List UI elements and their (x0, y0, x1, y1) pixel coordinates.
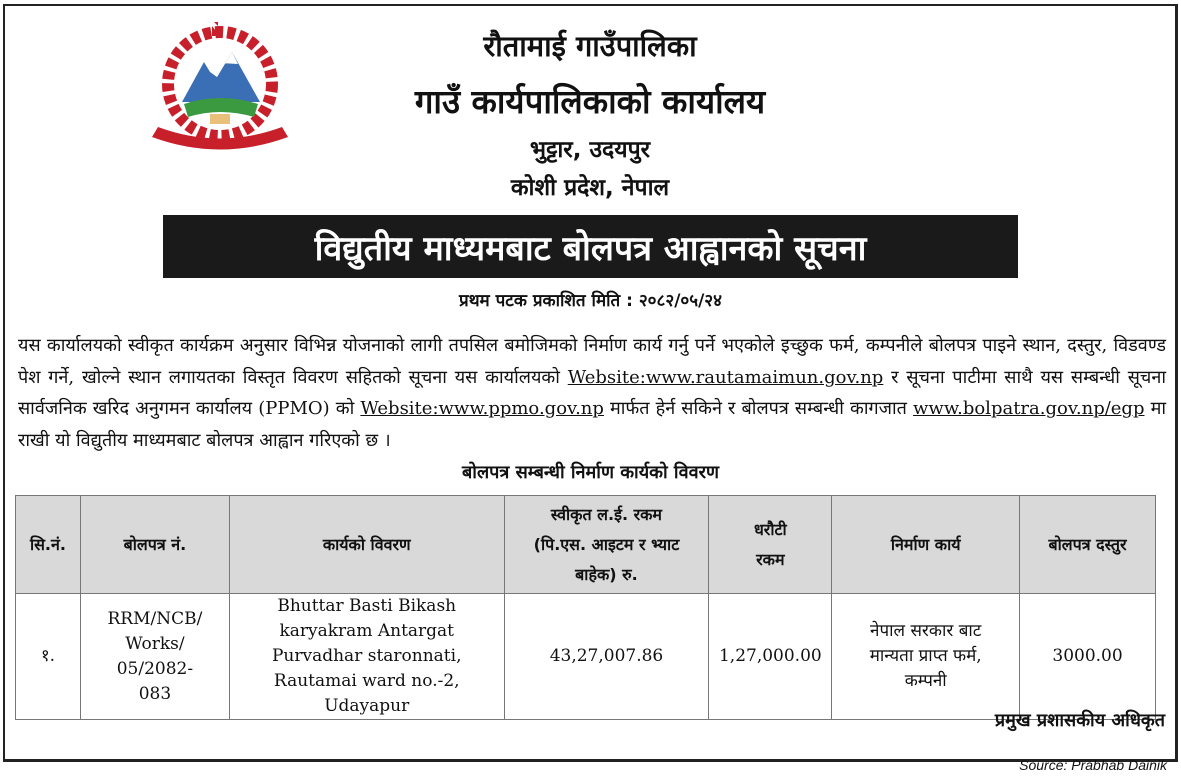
source-credit: Source: Prabhab Dainik (1019, 757, 1167, 773)
cell-tender-no: RRM/NCB/ Works/ 05/2082-083 (80, 594, 229, 720)
table-header-row (16, 496, 1156, 594)
bolpatra-website-link[interactable]: www.bolpatra.gov.np/egp (913, 398, 1145, 419)
paragraph-text: र सूचना पाटीमा साथै यस सम्बन्धी सूचना सार्वजनिक खरिद अनुगमन कार्यालय (PPMO) को (18, 366, 1166, 419)
col-tender-no: बोलपत्र नं. (80, 496, 229, 594)
cell-construction: नेपाल सरकार बाट मान्यता प्राप्त फर्म, कम्पनी (832, 594, 1020, 720)
cell-bid-security: 1,27,000.00 (709, 594, 832, 720)
ppmo-website-link[interactable]: Website:www.ppmo.gov.np (360, 398, 604, 419)
publish-date: प्रथम पटक प्रकाशित मिति : २०८२/०५/२४ (459, 291, 722, 311)
office-address: भुट्टार, उदयपुर (529, 137, 651, 163)
cell-estimate: 43,27,007.86 (504, 594, 709, 720)
cell-serial: १. (16, 594, 81, 720)
cell-fee: 3000.00 (1020, 594, 1156, 720)
rautamaimun-website-link[interactable]: Website:www.rautamaimun.gov.np (567, 366, 884, 388)
municipality-name: रौतामाई गाउँपालिका (483, 29, 697, 63)
notice-paragraph (18, 330, 1166, 456)
notice-title-banner: विद्युतीय माध्यमबाट बोलपत्र आह्वानको सूचना (163, 215, 1018, 278)
col-description: कार्यको विवरण (229, 496, 504, 594)
col-serial: सि.नं. (16, 496, 81, 594)
table-row (16, 594, 1156, 720)
table-title: बोलपत्र सम्बन्धी निर्माण कार्यको विवरण (462, 462, 719, 483)
col-construction: निर्माण कार्य (832, 496, 1020, 594)
paragraph-text: यस कार्यालयको स्वीकृत कार्यक्रम अनुसार विभिन्न योजनाको लागी तपसिल बमोजिमको निर्माण कार्य गर्नु पर्ने भएकोले इच्छुक फर्म, कम्पनीले बोलपत्र पाइने स्थान, दस्तुर, विडवण्ड पेश गर्ने, खोल्ने स्थान लगायतका विस्तृत विवरण सहितको सूचना यस कार्यालयको (18, 335, 1166, 388)
office-name: गाउँ कार्यपालिकाको कार्यालय (414, 82, 766, 121)
paragraph-text: मार्फत हेर्न सकिने र बोलपत्र सम्बन्धी कागजात (603, 398, 914, 419)
col-fee: बोलपत्र दस्तुर (1020, 496, 1156, 594)
col-estimate: स्वीकृत ल.ई. रकम (पि.एस. आइटम र भ्याट बाहेक) रु. (504, 496, 709, 594)
paragraph-text: मा राखी यो विद्युतीय माध्यमबाट बोलपत्र आह्वान गरिएको छ । (18, 398, 1167, 451)
province-country: कोशी प्रदेश, नेपाल (510, 175, 670, 201)
signatory-title: प्रमुख प्रशासकीय अधिकृत (994, 710, 1165, 731)
cell-description: Bhuttar Basti Bikash karyakram Antargat Purvadhar staronnati, Rautamai ward no.-2, Udayapur (229, 594, 504, 720)
tender-table (15, 495, 1156, 720)
col-bid-security: धरौटी रकम (709, 496, 832, 594)
